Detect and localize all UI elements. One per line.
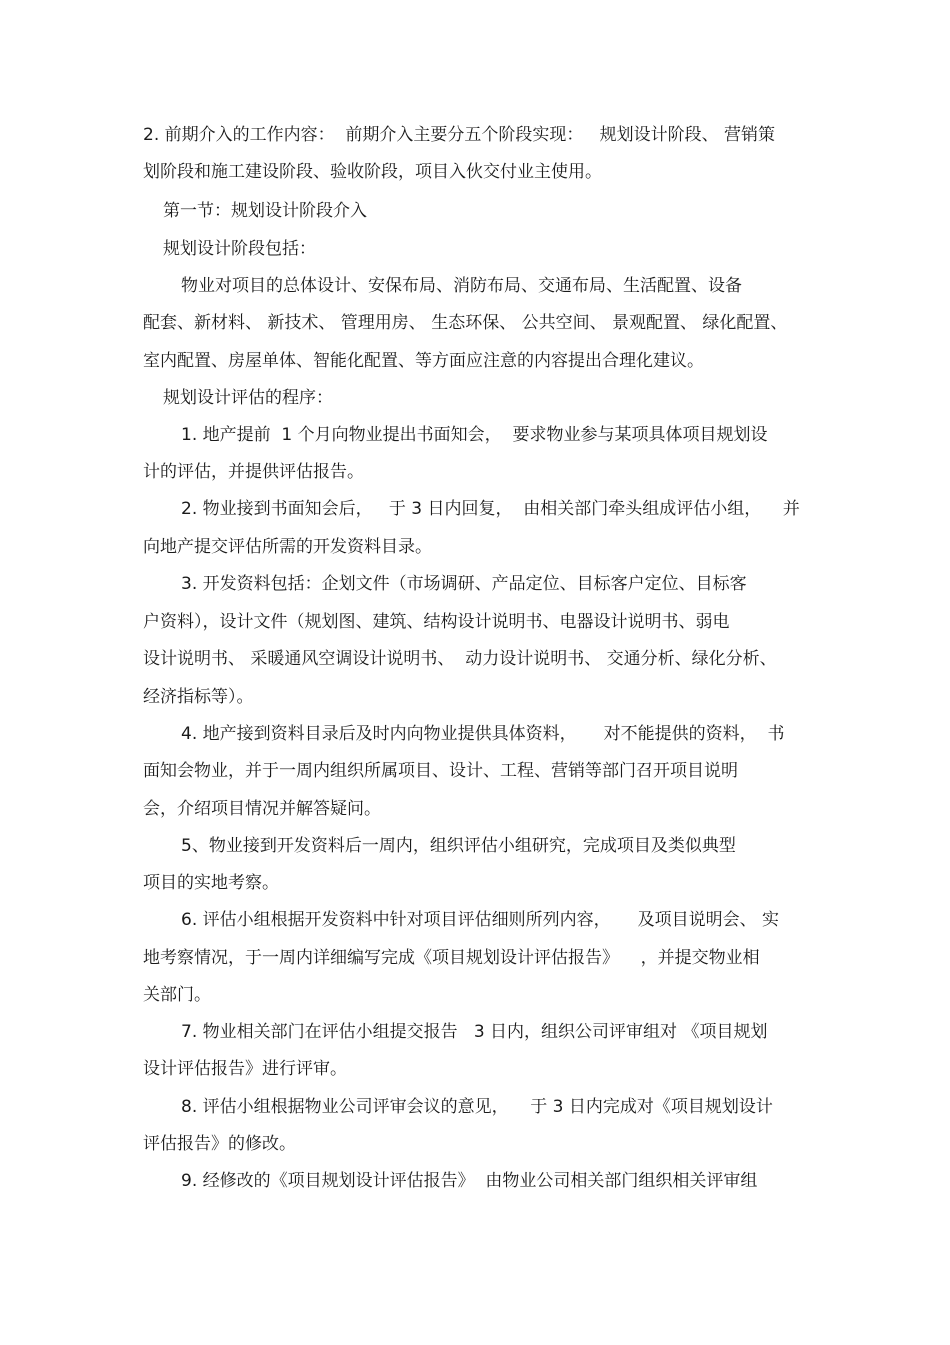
list-item: 3. 开发资料包括：企划文件（市场调研、产品定位、目标客户定位、目标客	[181, 574, 747, 594]
list-item: 9. 经修改的《项目规划设计评估报告》 由物业公司相关部门组织相关评审组	[181, 1171, 758, 1191]
list-item: 6. 评估小组根据开发资料中针对项目评估细则所列内容， 及项目说明会、 实	[181, 910, 780, 930]
text-line: 项目的实地考察。	[143, 873, 279, 893]
list-item: 7. 物业相关部门在评估小组提交报告 3 日内，组织公司评审组对 《项目规划	[181, 1022, 768, 1042]
list-item: 4. 地产接到资料目录后及时内向物业提供具体资料， 对不能提供的资料， 书	[181, 724, 785, 744]
text-line: 设计评估报告》进行评审。	[143, 1059, 347, 1079]
text-line: 规划设计阶段包括：	[163, 239, 316, 259]
text-line: 计的评估，并提供评估报告。	[143, 462, 364, 482]
list-item: 2. 物业接到书面知会后， 于 3 日内回复， 由相关部门牵头组成评估小组， 并	[181, 499, 800, 519]
text-line: 经济指标等）。	[143, 687, 254, 707]
text-line: 评估报告》的修改。	[143, 1134, 296, 1154]
list-item: 1. 地产提前 1 个月向物业提出书面知会， 要求物业参与某项具体项目规划设	[181, 425, 768, 445]
text-line: 户资料），设计文件（规划图、建筑、结构设计说明书、电器设计说明书、弱电	[143, 612, 730, 632]
text-line: 会，介绍项目情况并解答疑问。	[143, 799, 381, 819]
list-item: 8. 评估小组根据物业公司评审会议的意见， 于 3 日内完成对《项目规划设计	[181, 1097, 773, 1117]
text-line: 设计说明书、 采暖通风空调设计说明书、 动力设计说明书、 交通分析、绿化分析、	[143, 649, 777, 669]
text-line: 规划设计评估的程序：	[163, 388, 333, 408]
text-line: 向地产提交评估所需的开发资料目录。	[143, 537, 432, 557]
text-line: 2. 前期介入的工作内容： 前期介入主要分五个阶段实现： 规划设计阶段、 营销策	[143, 125, 776, 145]
text-line: 面知会物业，并于一周内组织所属项目、设计、工程、营销等部门召开项目说明	[143, 761, 738, 781]
text-line: 室内配置、房屋单体、智能化配置、等方面应注意的内容提出合理化建议。	[143, 351, 704, 371]
text-line: 地考察情况，于一周内详细编写完成《项目规划设计评估报告》 ，并提交物业相	[143, 948, 760, 968]
text-line: 物业对项目的总体设计、安保布局、消防布局、交通布局、生活配置、设备	[181, 276, 742, 296]
text-line: 划阶段和施工建设阶段、验收阶段，项目入伙交付业主使用。	[143, 162, 602, 182]
text-line: 关部门。	[143, 985, 211, 1005]
section-heading: 第一节：规划设计阶段介入	[163, 201, 367, 221]
text-line: 配套、新材料、 新技术、 管理用房、 生态环保、 公共空间、 景观配置、 绿化配置、	[143, 313, 788, 333]
list-item: 5、物业接到开发资料后一周内，组织评估小组研究，完成项目及类似典型	[181, 836, 736, 856]
